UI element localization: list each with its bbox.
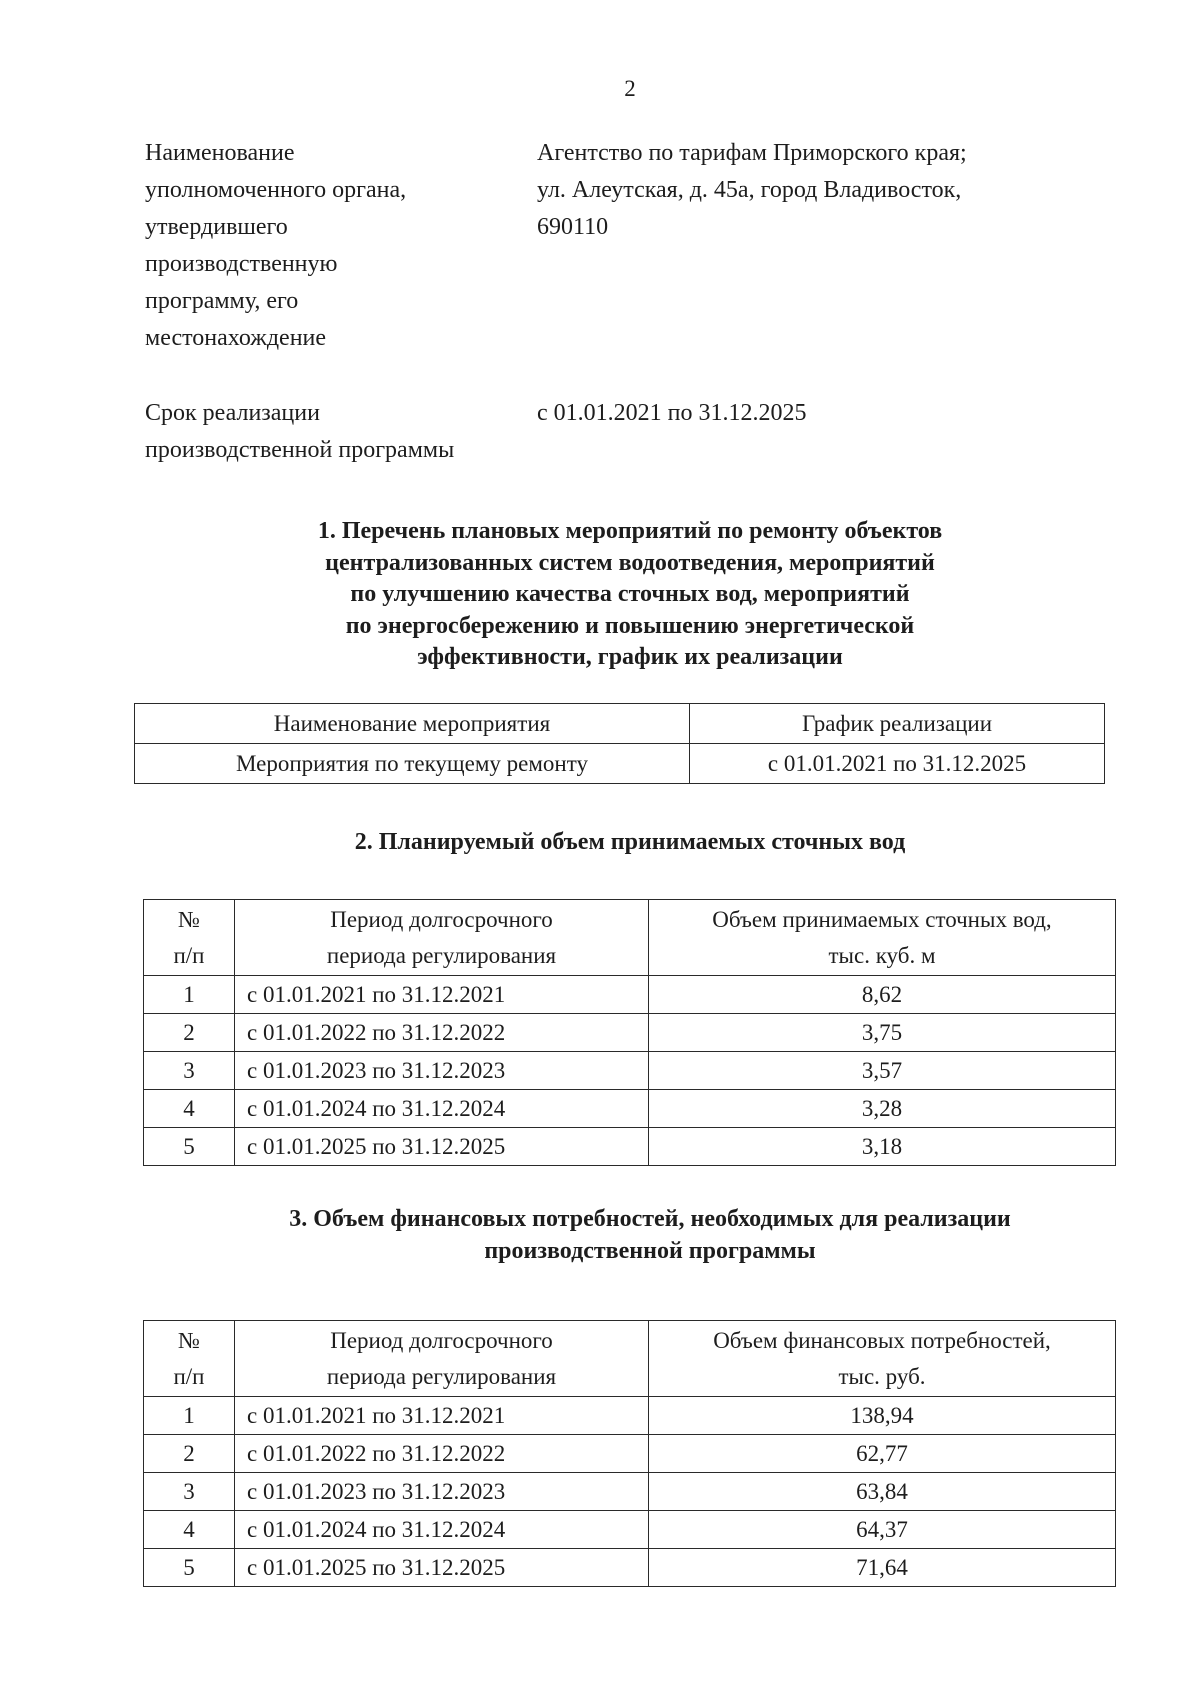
row-period: с 01.01.2022 по 31.12.2022 [235,1014,649,1052]
row-number: 3 [144,1052,235,1090]
header-line: периода регулирования [326,942,557,968]
authority-label-line: Наименование [145,140,295,166]
header-line: п/п [173,942,205,968]
header-line: Период долгосрочного [330,906,553,932]
section-1-title [160,516,1100,674]
row-period: с 01.01.2024 по 31.12.2024 [235,1511,649,1549]
row-number: 1 [144,1397,235,1435]
period-label [145,395,525,469]
section-3-title [190,1204,1110,1267]
row-value: 3,57 [649,1052,1116,1090]
row-period: с 01.01.2025 по 31.12.2025 [235,1128,649,1166]
table-row [144,1014,1116,1052]
header-cell-value [649,900,1116,976]
row-number: 2 [144,1014,235,1052]
header-line: Объем финансовых потребностей, [713,1327,1051,1353]
section-title-line: 1. Перечень плановых мероприятий по ремонту объектов [317,518,943,544]
authority-label-line: уполномоченного органа, [145,177,407,203]
header-line: № [178,906,200,932]
wastewater-volume-table [143,899,1116,1166]
table-row [144,1397,1116,1435]
period-value: с 01.01.2021 по 31.12.2025 [537,400,807,426]
row-period: с 01.01.2022 по 31.12.2022 [235,1435,649,1473]
table-row [135,744,1105,784]
row-value: 63,84 [649,1473,1116,1511]
table-row [144,1052,1116,1090]
row-value: 3,75 [649,1014,1116,1052]
header-cell: Наименование мероприятия [135,704,690,744]
row-value: 64,37 [649,1511,1116,1549]
financial-needs-table [143,1320,1116,1587]
row-value: 138,94 [649,1397,1116,1435]
table-row [144,1128,1116,1166]
authority-label-line: местонахождение [145,325,327,351]
row-period: с 01.01.2024 по 31.12.2024 [235,1090,649,1128]
header-line: п/п [173,1363,205,1389]
authority-label-line: программу, его [145,288,299,314]
authority-label-line: утвердившего [145,214,288,240]
row-value: 3,28 [649,1090,1116,1128]
schedule-cell: с 01.01.2021 по 31.12.2025 [690,744,1105,784]
table-row [144,1473,1116,1511]
section-title-line: по энергосбережению и повышению энергетической [345,612,915,639]
row-number: 4 [144,1090,235,1128]
row-period: с 01.01.2025 по 31.12.2025 [235,1549,649,1587]
header-line: Период долгосрочного [330,1327,553,1353]
header-line: Объем принимаемых сточных вод, [712,906,1052,932]
row-value: 71,64 [649,1549,1116,1587]
row-number: 3 [144,1473,235,1511]
row-period: с 01.01.2021 по 31.12.2021 [235,1397,649,1435]
row-number: 1 [144,976,235,1014]
table-row [144,1511,1116,1549]
period-label-line: Срок реализации [145,400,320,426]
header-cell-period [235,900,649,976]
row-period: с 01.01.2021 по 31.12.2021 [235,976,649,1014]
section-title-line: эффективности, график их реализации [417,644,843,670]
row-number: 2 [144,1435,235,1473]
period-label-line: производственной программы [145,437,455,463]
measures-table [134,703,1105,784]
table-row [144,1549,1116,1587]
authority-label-line: производственную [145,251,338,277]
section-title-line: по улучшению качества сточных вод, мероприятий [350,581,910,607]
section-title-line: производственной программы [484,1237,816,1264]
authority-label [145,135,525,357]
authority-value-line: ул. Алеутская, д. 45а, город Владивосток, [537,177,962,203]
authority-value-line: Агентство по тарифам Приморского края; [537,140,967,166]
table-row [144,1435,1116,1473]
table-row [144,1090,1116,1128]
table-row [144,976,1116,1014]
table-header-row [144,900,1116,976]
header-cell-num [144,900,235,976]
table-header-row [144,1321,1116,1397]
row-period: с 01.01.2023 по 31.12.2023 [235,1473,649,1511]
authority-value-line: 690110 [537,214,609,240]
row-period: с 01.01.2023 по 31.12.2023 [235,1052,649,1090]
row-number: 4 [144,1511,235,1549]
section-title-line: централизованных систем водоотведения, мероприятий [325,549,935,576]
header-cell: График реализации [690,704,1105,744]
section-2-title: 2. Планируемый объем принимаемых сточных вод [354,829,906,855]
measure-name-cell: Мероприятия по текущему ремонту [135,744,690,784]
header-cell-period [235,1321,649,1397]
row-value: 62,77 [649,1435,1116,1473]
row-value: 3,18 [649,1128,1116,1166]
header-cell-num [144,1321,235,1397]
section-title-line: 3. Объем финансовых потребностей, необходимых для реализации [289,1206,1011,1232]
page-number: 2 [624,76,636,101]
row-number: 5 [144,1128,235,1166]
header-line: тыс. руб. [838,1363,926,1389]
header-line: периода регулирования [326,1363,557,1389]
row-value: 8,62 [649,976,1116,1014]
header-line: тыс. куб. м [828,942,936,968]
header-cell-value [649,1321,1116,1397]
table-header-row [135,704,1105,744]
authority-value [537,135,1097,246]
row-number: 5 [144,1549,235,1587]
header-line: № [178,1327,200,1353]
